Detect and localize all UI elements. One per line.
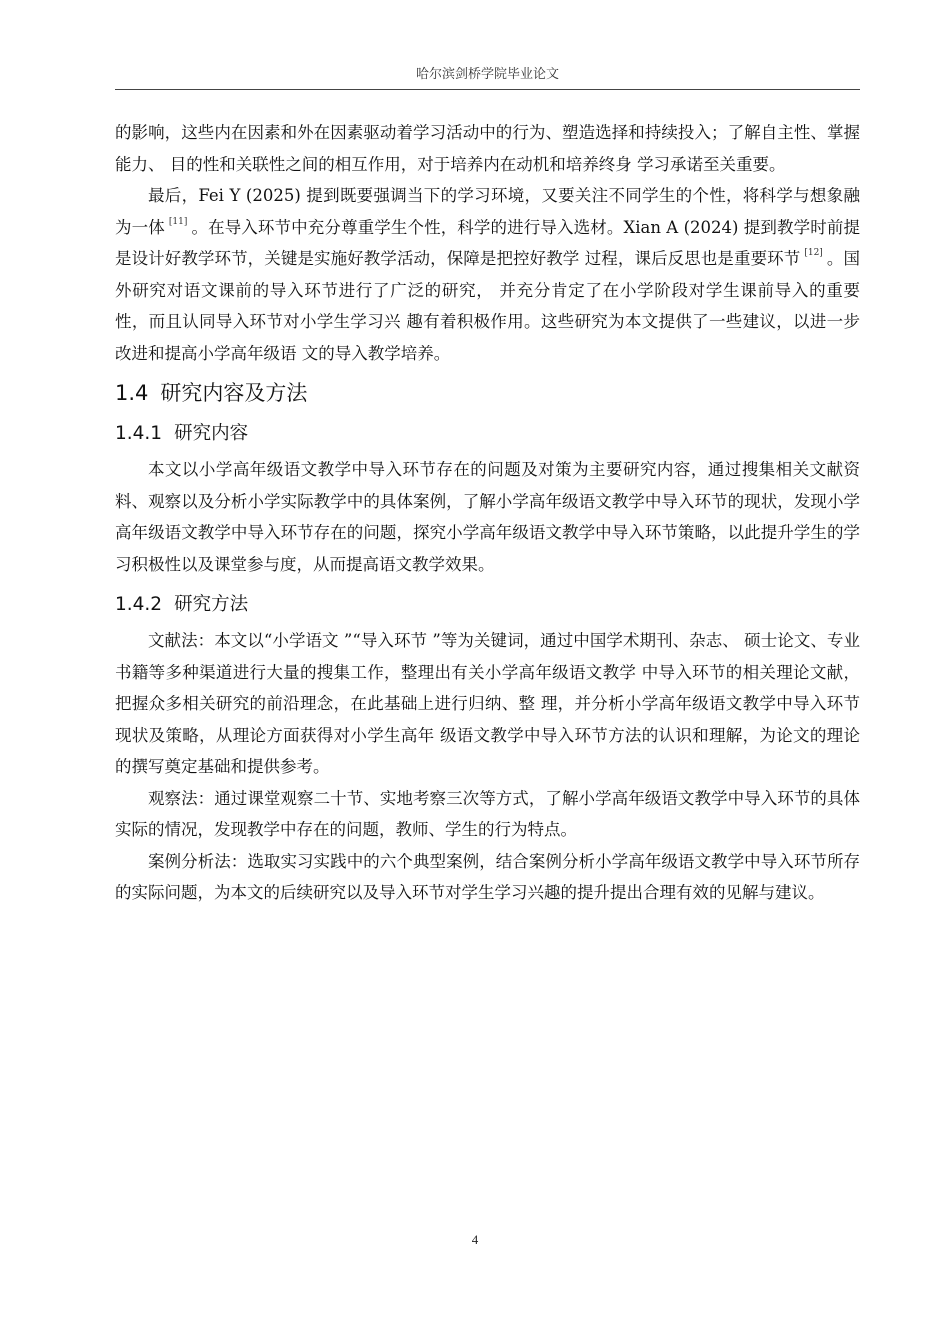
section-title: 研究内容及方法 <box>160 381 308 405</box>
subsection-heading-1-4-2 <box>115 590 860 620</box>
running-header: 哈尔滨剑桥学院毕业论文 <box>115 66 860 90</box>
subsection-number: 1.4.1 <box>115 423 163 444</box>
paragraph-case-method: 案例分析法：选取实习实践中的六个典型案例，结合案例分析小学高年级语文教学中导入环节所存的实际问题，为本文的后续研究以及导入环节对学生学习兴趣的提升提出合理有效的见解与建议。 <box>115 851 860 902</box>
paragraph-text: 。在导入环节中充分尊重学生个性，科学的进行导入选材。Xian A (2024) 提到教学时前提是设计好教学环节，关键是实施好教学活动，保障是把控好教学 过程，课后反思也是重要环节 <box>115 217 861 268</box>
paragraph-text: 最后，Fei Y (2025) 提到既要强调当下的学习环境，又要关注不同学生的个性，将科学与想象融为一体 <box>115 186 860 237</box>
paragraph-observation-method: 观察法：通过课堂观察二十节、实地考察三次等方式，了解小学高年级语文教学中导入环节的具体实际的情况，发现教学中存在的问题，教师、学生的行为特点。 <box>115 788 860 839</box>
paragraph-research-content: 本文以小学高年级语文教学中导入环节存在的问题及对策为主要研究内容，通过搜集相关文献资料、观察以及分析小学实际教学中的具体案例，了解小学高年级语文教学中导入环节的现状，发现小学高年级语文教学中导入环节存在的问题，探究小学高年级语文教学中导入环节策略，以此提升学生的学习积极性以及课堂参与度，从而提高语文教学效果。 <box>115 460 860 574</box>
paragraph-continuation: 的影响，这些内在因素和外在因素驱动着学习活动中的行为、塑造选择和持续投入；了解自主性、掌握能力、 目的性和关联性之间的相互作用，对于培养内在动机和培养终身 学习承诺至关重要。 <box>115 123 860 174</box>
subsection-title: 研究内容 <box>174 423 249 444</box>
paragraph-foreign-research <box>115 180 860 369</box>
page-body <box>115 117 860 909</box>
page-number: 4 <box>471 1232 479 1247</box>
citation-ref: [12] <box>804 248 823 258</box>
citation-ref: [11] <box>168 216 188 227</box>
paragraph-text: 。国外研究对语文课前的导入环节进行了广泛的研究， 并充分肯定了在小学阶段对学生课前导入的重要性，而且认同导入环节对小学生学习兴 趣有着积极作用。这些研究为本文提供了一些建议，以进一步改进和提高小学高年级语 文的导入教学培养。 <box>115 249 860 363</box>
paragraph-literature-method: 文献法：本文以“小学语文 ”“导入环节 ”等为关键词，通过中国学术期刊、杂志、 硕士论文、专业书籍等多种渠道进行大量的搜集工作，整理出有关小学高年级语文教学 中导入环节的相关理论文献，把握众多相关研究的前沿理念，在此基础上进行归纳、整 理，并分析小学高年级语文教学中导入环节现状及策略，从理论方面获得对小学生高年 级语文教学中导入环节方法的认识和理解，为论文的理论的撰写奠定基础和提供参考。 <box>115 631 860 776</box>
subsection-heading-1-4-1 <box>115 419 860 449</box>
subsection-number: 1.4.2 <box>115 594 163 615</box>
subsection-title: 研究方法 <box>174 594 249 615</box>
section-heading-1-4 <box>115 377 860 409</box>
section-number: 1.4 <box>115 381 149 405</box>
